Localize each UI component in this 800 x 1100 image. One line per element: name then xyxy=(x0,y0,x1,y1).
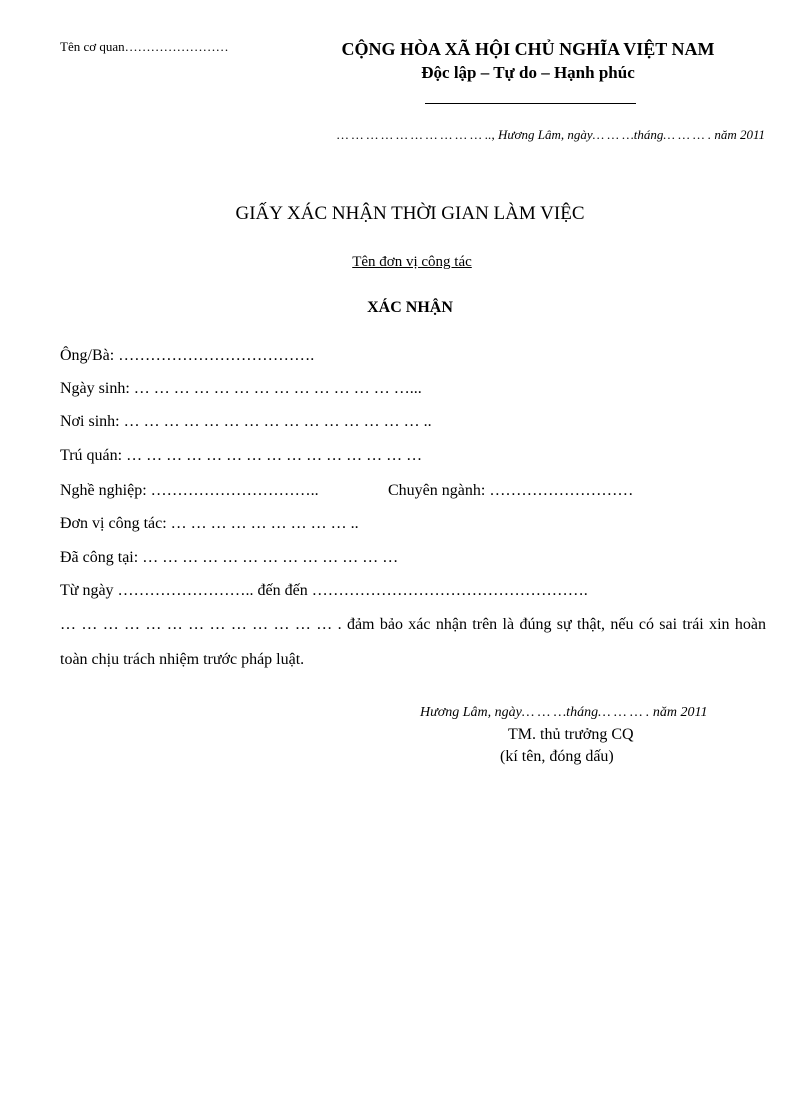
field-specialty: Chuyên ngành: ……………………… xyxy=(388,482,634,499)
motto: Độc lập – Tự do – Hạnh phúc xyxy=(421,63,635,82)
statement-line-1: … … … … … … … … … … … … … . đảm bảo xác nhận trên là đúng sự thật, nếu có sai trái xin hoàn xyxy=(60,616,766,633)
document-title: GIẤY XÁC NHẬN THỜI GIAN LÀM VIỆC xyxy=(235,203,585,224)
field-workplace: Đơn vị công tác: … … … … … … … … … .. xyxy=(60,515,359,532)
signature-note: (kí tên, đóng dấu) xyxy=(500,748,614,765)
unit-name: Tên đơn vị công tác xyxy=(352,254,472,270)
agency-name: Tên cơ quan…………………… xyxy=(60,39,229,54)
nation-title: CỘNG HÒA XÃ HỘI CHỦ NGHĨA VIỆT NAM xyxy=(341,39,715,59)
divider xyxy=(425,103,636,104)
field-residence: Trú quán: … … … … … … … … … … … … … … … xyxy=(60,447,423,464)
field-occupation: Nghề nghiệp: ………………………….. xyxy=(60,482,319,499)
signature-date: Hương Lâm, ngày… … …tháng… … … . năm 2011 xyxy=(420,705,708,720)
confirm-heading: XÁC NHẬN xyxy=(367,299,453,316)
field-birthdate: Ngày sinh: … … … … … … … … … … … … … …... xyxy=(60,380,422,397)
field-worked-at: Đã công tại: … … … … … … … … … … … … … xyxy=(60,549,399,566)
date-line: … … … … … … … … … … .., Hương Lâm, ngày… … …tháng… … … . năm 2011 xyxy=(336,127,765,142)
signature-role: TM. thủ trưởng CQ xyxy=(508,726,634,743)
statement-line-2: toàn chịu trách nhiệm trước pháp luật. xyxy=(60,651,305,668)
field-name: Ông/Bà: ………………………………. xyxy=(60,347,315,364)
field-birthplace: Nơi sinh: … … … … … … … … … … … … … … … .. xyxy=(60,413,432,430)
field-period: Từ ngày …………………….. đến đến ……………………………………………. xyxy=(60,582,588,599)
